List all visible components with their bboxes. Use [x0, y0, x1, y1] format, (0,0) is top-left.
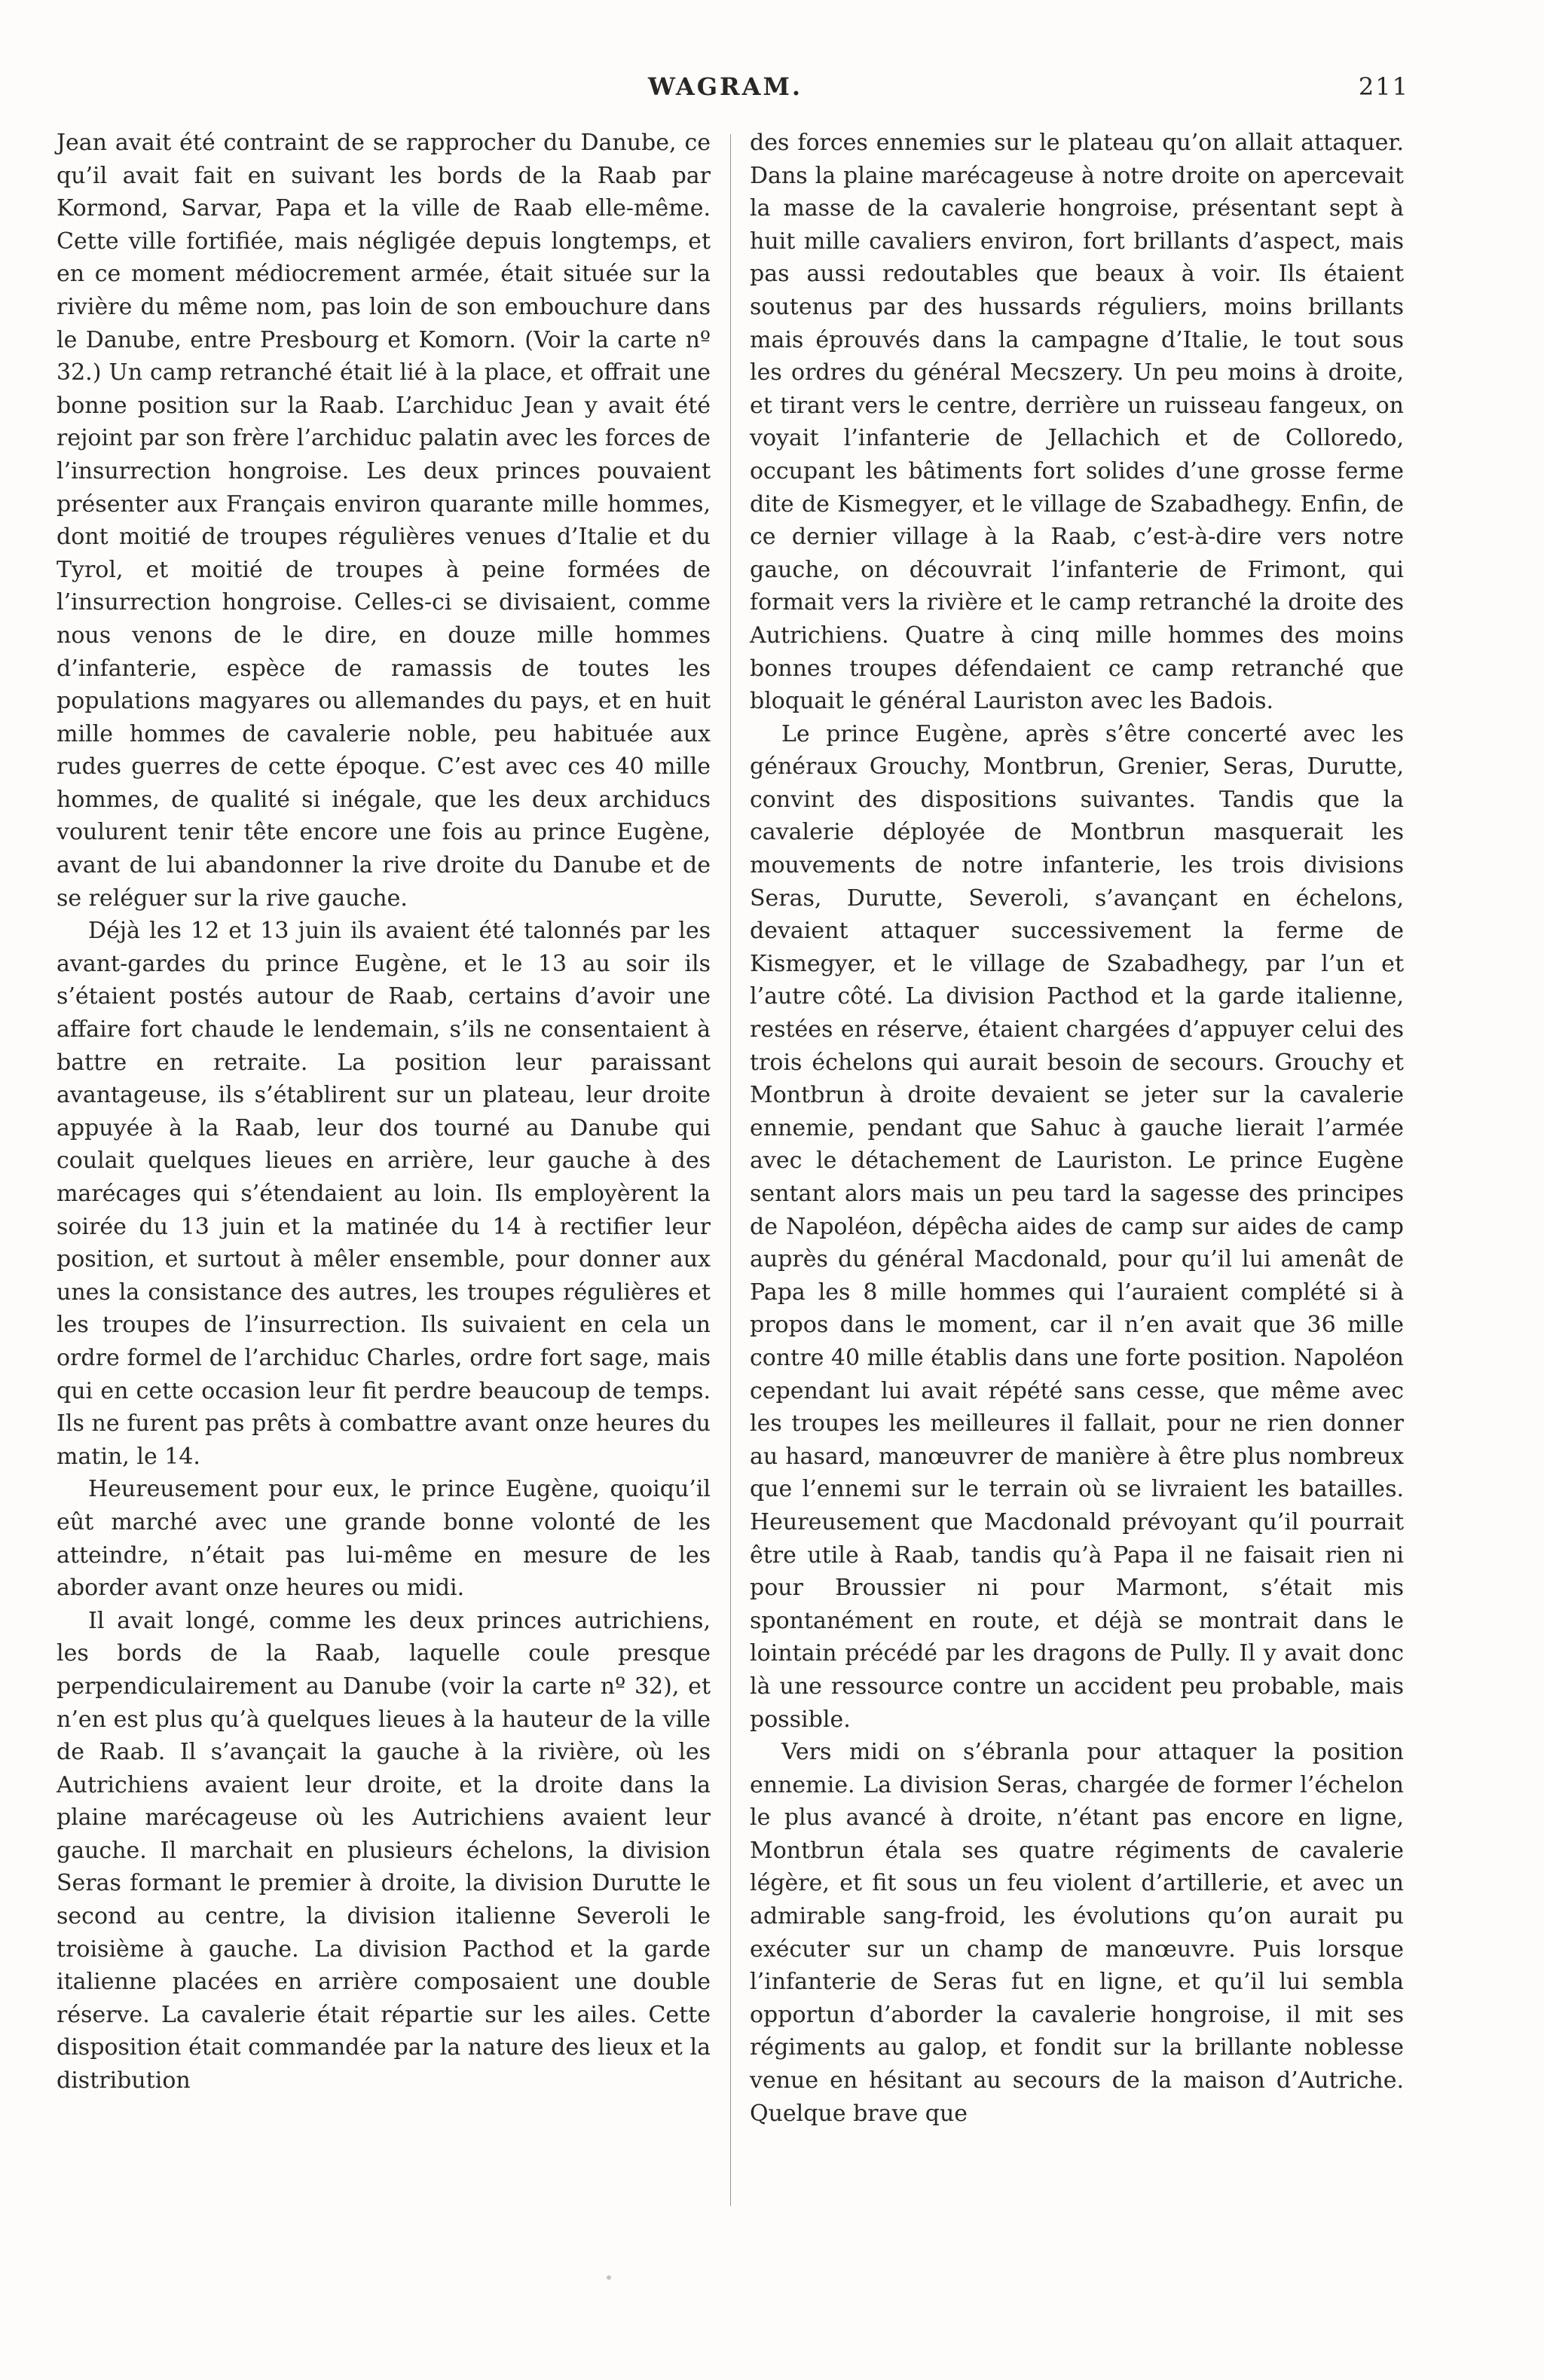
paragraph: Heureusement pour eux, le prince Eugène, quoiqu’il eût marché avec une grande bonne volonté de les atteindre, n’était pas lui-même en mesure de les aborder avant onze heures ou midi. [57, 1476, 711, 1602]
column-divider [730, 134, 731, 2206]
paragraph: Déjà les 12 et 13 juin ils avaient été talonnés par les avant-gardes du prince Eugène, et le 13 au soir ils s’étaient postés autour de Raab, certains d’avoir une affaire fort chaude le lendemain, s’ils ne consentaient à battre en retraite. La position leur paraissant avantageuse, ils s’établirent sur un plateau, leur droite appuyée à la Raab, leur dos tourné au Danube qui coulait quelques lieues en arrière, leur gauche à des marécages qui s’étendaient au loin. Ils employèrent la soirée du 13 juin et la matinée du 14 à rectifier leur position, et surtout à mêler ensemble, pour donner aux unes la consistance des autres, les troupes régulières et les troupes de l’insurrection. Ils suivaient en cela un ordre formel de l’archiduc Charles, ordre fort sage, mais qui en cette occasion leur fit perdre beaucoup de temps. Ils ne furent pas prêts à combattre avant onze heures du matin, le 14. [57, 918, 711, 1470]
paragraph: Il avait longé, comme les deux princes autrichiens, les bords de la Raab, laquelle coule presque perpendiculairement au Danube (voir la carte nº 32), et n’en est plus qu’à quelques lieues à la hauteur de la ville de Raab. Il s’avançait la gauche à la rivière, où les Autrichiens avaient leur droite, et la droite dans la plaine marécageuse où les Autrichiens avaient leur gauche. Il marchait en plusieurs échelons, la division Seras formant le premier à droite, la division Durutte le second au centre, la division italienne Severoli le troisième à gauche. La division Pacthod et la garde italienne placées en arrière composaient une double réserve. La cavalerie était répartie sur les ailes. Cette disposition était commandée par la nature des lieux et la distribution [57, 1607, 711, 2094]
paragraph: Le prince Eugène, après s’être concerté avec les généraux Grouchy, Montbrun, Grenier, Seras, Durutte, convint des dispositions suivantes. Tandis que la cavalerie déployée de Montbrun masquerait les mouvements de notre infanterie, les trois divisions Seras, Durutte, Severoli, s’avançant en échelons, devaient attaquer successivement la ferme de Kismegyer, et le village de Szabadhegy, par l’un et l’autre côté. La division Pacthod et la garde italienne, restées en réserve, étaient chargées d’appuyer celui des trois échelons qui aurait besoin de secours. Grouchy et Montbrun à droite devaient se jeter sur la cavalerie ennemie, pendant que Sahuc à gauche lierait l’armée avec le détachement de Lauriston. Le prince Eugène sentant alors mais un peu tard la sagesse des principes de Napoléon, dépêcha aides de camp sur aides de camp auprès du général Macdonald, pour qu’il lui amenât de Papa les 8 mille hommes qui l’auraient complété si à propos dans le moment, car il n’en avait que 36 mille contre 40 mille établis dans une forte position. Napoléon cependant lui avait répété sans cesse, que même avec les troupes les meilleures il fallait, pour ne rien donner au hasard, manœuvrer de manière à être plus nombreux que l’ennemi sur le terrain où se livraient les batailles. Heureusement que Macdonald prévoyant qu’il pourrait être utile à Raab, tandis qu’à Papa il ne faisait rien ni pour Broussier ni pour Marmont, s’était mis spontanément en route, et déjà se montrait dans le lointain précédé par les dragons de Pully. Il y avait donc là une ressource contre un accident peu probable, mais possible. [750, 720, 1404, 1733]
paper-speck [607, 2275, 611, 2280]
paragraph: Jean avait été contraint de se rapprocher du Danube, ce qu’il avait fait en suivant les bords de la Raab par Kormond, Sarvar, Papa et la ville de Raab elle-même. Cette ville fortifiée, mais négligée depuis longtemps, et en ce moment médiocrement armée, était située sur la rivière du même nom, pas loin de son embouchure dans le Danube, entre Presbourg et Komorn. (Voir la carte nº 32.) Un camp retranché était lié à la place, et offrait une bonne position sur la Raab. L’archiduc Jean y avait été rejoint par son frère l’archiduc palatin avec les forces de l’insurrection hongroise. Les deux princes pouvaient présenter aux Français environ quarante mille hommes, dont moitié de troupes régulières venues d’Italie et du Tyrol, et moitié de troupes à peine formées de l’insurrection hongroise. Celles-ci se divisaient, comme nous venons de le dire, en douze mille hommes d’infanterie, espèce de ramassis de toutes les populations magyares ou allemandes du pays, et en huit mille hommes de cavalerie noble, peu habituée aux rudes guerres de cette époque. C’est avec ces 40 mille hommes, de qualité si inégale, que les deux archiducs voulurent tenir tête encore une fois au prince Eugène, avant de lui abandonner la rive droite du Danube et de se reléguer sur la rive gauche. [57, 130, 711, 912]
left-column [57, 127, 711, 2097]
running-title: WAGRAM. [648, 72, 803, 101]
right-column [750, 127, 1404, 2130]
running-head [53, 72, 1409, 110]
paragraph: Vers midi on s’ébranla pour attaquer la position ennemie. La division Seras, chargée de former l’échelon le plus avancé à droite, n’étant pas encore en ligne, Montbrun étala ses quatre régiments de cavalerie légère, et fit sous un feu violent d’artillerie, et avec un admirable sang-froid, les évolutions qu’on aurait pu exécuter sur un champ de manœuvre. Puis lorsque l’infanterie de Seras fut en ligne, et qu’il lui sembla opportun d’aborder la cavalerie hongroise, il mit ses régiments au galop, et fondit sur la brillante noblesse venue en hésitant au secours de la maison d’Autriche. Quelque brave que [750, 1739, 1404, 2127]
page-number: 211 [1358, 72, 1409, 101]
paragraph: des forces ennemies sur le plateau qu’on allait attaquer. Dans la plaine marécageuse à notre droite on apercevait la masse de la cavalerie hongroise, présentant sept à huit mille cavaliers environ, fort brillants d’aspect, mais pas aussi redoutables que beaux à voir. Ils étaient soutenus par des hussards réguliers, moins brillants mais éprouvés dans la campagne d’Italie, le tout sous les ordres du général Mecszery. Un peu moins à droite, et tirant vers le centre, derrière un ruisseau fangeux, on voyait l’infanterie de Jellachich et de Colloredo, occupant les bâtiments fort solides d’une grosse ferme dite de Kismegyer, et le village de Szabadhegy. Enfin, de ce dernier village à la Raab, c’est-à-dire vers notre gauche, on découvrait l’infanterie de Frimont, qui formait vers la rivière et le camp retranché la droite des Autrichiens. Quatre à cinq mille hommes des moins bonnes troupes défendaient ce camp retranché que bloquait le général Lauriston avec les Badois. [750, 130, 1404, 715]
